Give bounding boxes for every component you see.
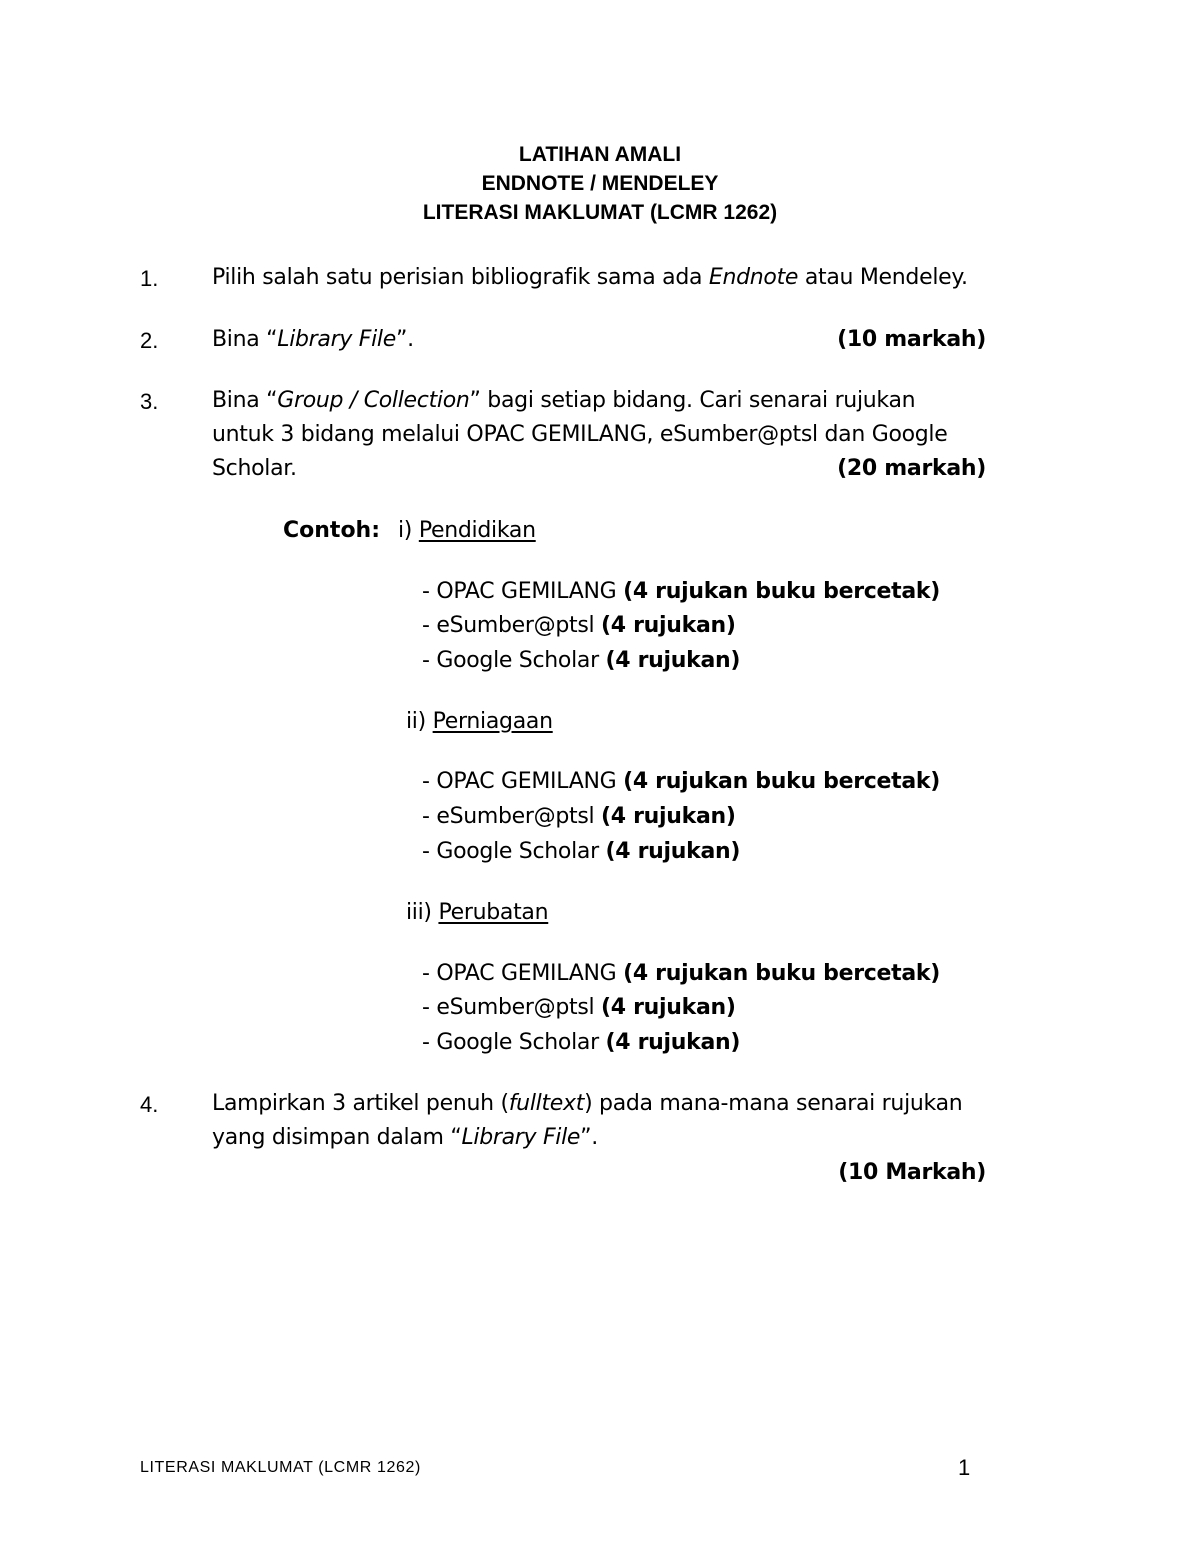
item-4-number: 4. xyxy=(140,1092,159,1117)
item-3-marks: (20 markah) xyxy=(837,456,986,481)
field-2-source-1: - OPAC GEMILANG (4 rujukan buku bercetak) xyxy=(422,769,940,794)
item-4-text-line-1: Lampirkan 3 artikel penuh (fulltext) pada mana-mana senarai rujukan xyxy=(212,1091,963,1116)
item-1-text: Pilih salah satu perisian bibliografik sama ada Endnote atau Mendeley. xyxy=(212,265,968,290)
item-3-text-line-2: untuk 3 bidang melalui OPAC GEMILANG, eSumber@ptsl dan Google xyxy=(212,422,948,447)
field-3-source-1: - OPAC GEMILANG (4 rujukan buku bercetak) xyxy=(422,961,940,986)
item-2-number: 2. xyxy=(140,328,159,353)
field-1-source-1: - OPAC GEMILANG (4 rujukan buku bercetak) xyxy=(422,579,940,604)
field-1-source-3: - Google Scholar (4 rujukan) xyxy=(422,648,741,673)
field-1-heading: i) Pendidikan xyxy=(398,518,536,543)
item-1-number: 1. xyxy=(140,266,159,291)
item-3-text-line-3: Scholar. xyxy=(212,456,297,481)
example-label: Contoh: xyxy=(283,518,381,543)
item-3-text-line-1: Bina “Group / Collection” bagi setiap bidang. Cari senarai rujukan xyxy=(212,388,916,413)
item-4-text-line-2: yang disimpan dalam “Library File”. xyxy=(212,1125,598,1150)
item-3-number: 3. xyxy=(140,389,159,414)
title-line-1: LATIHAN AMALI xyxy=(518,143,682,166)
title-line-3: LITERASI MAKLUMAT (LCMR 1262) xyxy=(422,201,778,224)
item-4-marks: (10 Markah) xyxy=(838,1160,986,1185)
footer-text: LITERASI MAKLUMAT (LCMR 1262) xyxy=(140,1459,421,1476)
page-number: 1 xyxy=(958,1455,971,1480)
field-3-heading: iii) Perubatan xyxy=(406,900,549,925)
field-2-source-2: - eSumber@ptsl (4 rujukan) xyxy=(422,804,736,829)
item-2-marks: (10 markah) xyxy=(837,327,986,352)
item-2-text: Bina “Library File”. xyxy=(212,327,414,352)
field-2-source-3: - Google Scholar (4 rujukan) xyxy=(422,839,741,864)
field-1-source-2: - eSumber@ptsl (4 rujukan) xyxy=(422,613,736,638)
field-3-source-3: - Google Scholar (4 rujukan) xyxy=(422,1030,741,1055)
field-2-heading: ii) Perniagaan xyxy=(406,709,553,734)
field-3-source-2: - eSumber@ptsl (4 rujukan) xyxy=(422,995,736,1020)
title-line-2: ENDNOTE / MENDELEY xyxy=(481,172,719,195)
